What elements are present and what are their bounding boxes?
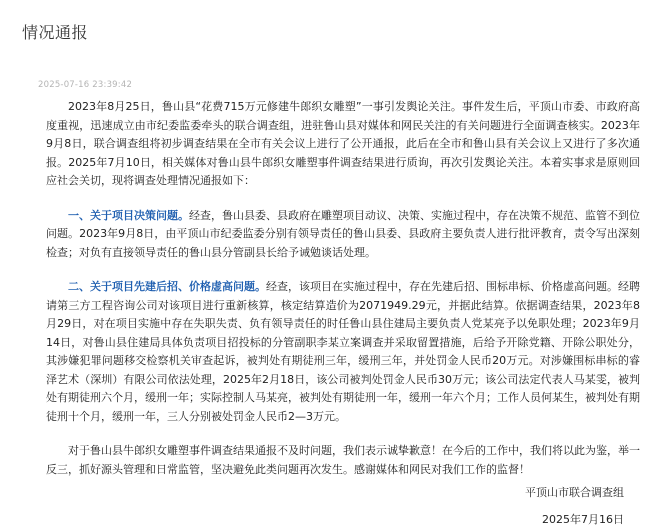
section1-paragraph xyxy=(46,207,640,263)
closing-text: 对于鲁山县牛郎织女雕塑事件调查结果通报不及时问题，我们表示诚挚歉意！在今后的工作中，我们将以此为鉴，举一反三，抓好源头管理和日常监管，坚决避免此类问题再次发生。感谢媒体和网民对我们工作的监督！ xyxy=(46,444,640,476)
signature-organization: 平顶山市联合调查组 xyxy=(525,486,624,499)
intro-paragraph xyxy=(46,98,640,191)
section1-text: 经查，鲁山县委、县政府在雕塑项目动议、决策、实施过程中，存在决策不规范、监管不到位问题。2023年9月8日，由平顶山市纪委监委分别有领导责任的鲁山县委、县政府主要负责人进行批评教育，责令写出深刻检查；对负有直接领导责任的鲁山县分管副县长给予诫勉谈话处理。 xyxy=(46,208,640,259)
section2-paragraph xyxy=(46,278,640,426)
section1-heading: 一、关于项目决策问题。 xyxy=(68,208,189,222)
intro-text: 2023年8月25日，鲁山县“花费715万元修建牛郎织女雕塑”一事引发舆论关注。事件发生后，平顶山市委、市政府高度重视，迅速成立由市纪委监委牵头的联合调查组，进驻鲁山县对媒体和网民关注的有关问题进行全面调查核实。2023年9月8日，联合调查组将初步调查结果在全市有关会议上进行了公开通报，此后在全市和鲁山县有关会议上又进行了多次通报。2025年7月10日，相关媒体对鲁山县牛郎织女雕塑事件调查结果进行质询，再次引发舆论关注。本着实事求是原则回应社会关切，现将调查处理情况通报如下： xyxy=(46,100,640,187)
section2-text: 经查，该项目在实施过程中，存在先建后招、围标串标、价格虚高问题。经聘请第三方工程咨询公司对该项目进行重新核算，核定结算造价为2071949.29元，并据此结算。依据调查结果，2023年8月29日，对在项目实施中存在失职失责、负有领导责任的时任鲁山县住建局主要负责人党某亮予以免职处理；2023年9月14日，对鲁山县住建局具体负责项目招投标的分管副职李某立案调查并采取留置措施，后给予开除党籍、开除公职处分，其涉嫌犯罪问题移交检察机关审查起诉，被判处有期徒刑三年，缓刑三年，并处罚金人民币20万元。对涉嫌围标串标的睿泽艺术（深圳）有限公司依法处理，2025年2月18日，该公司被判处罚金人民币30万元；该公司法定代表人马某雯，被判处有期徒刑六个月，缓刑一年；实际控制人马某亮，被判处有期徒刑一年，缓刑一年六个月；工作人员何某生，被判处有期徒刑十个月，缓刑一年，三人分别被处罚金人民币2—3万元。 xyxy=(46,280,640,423)
closing-paragraph xyxy=(46,442,640,479)
publish-timestamp: 2025-07-16 23:39:42 xyxy=(38,80,133,90)
signature-date: 2025年7月16日 xyxy=(542,513,624,526)
section2-heading: 二、关于项目先建后招、价格虚高问题。 xyxy=(68,280,266,293)
page-title: 情况通报 xyxy=(22,23,89,42)
notice-body xyxy=(46,98,640,495)
